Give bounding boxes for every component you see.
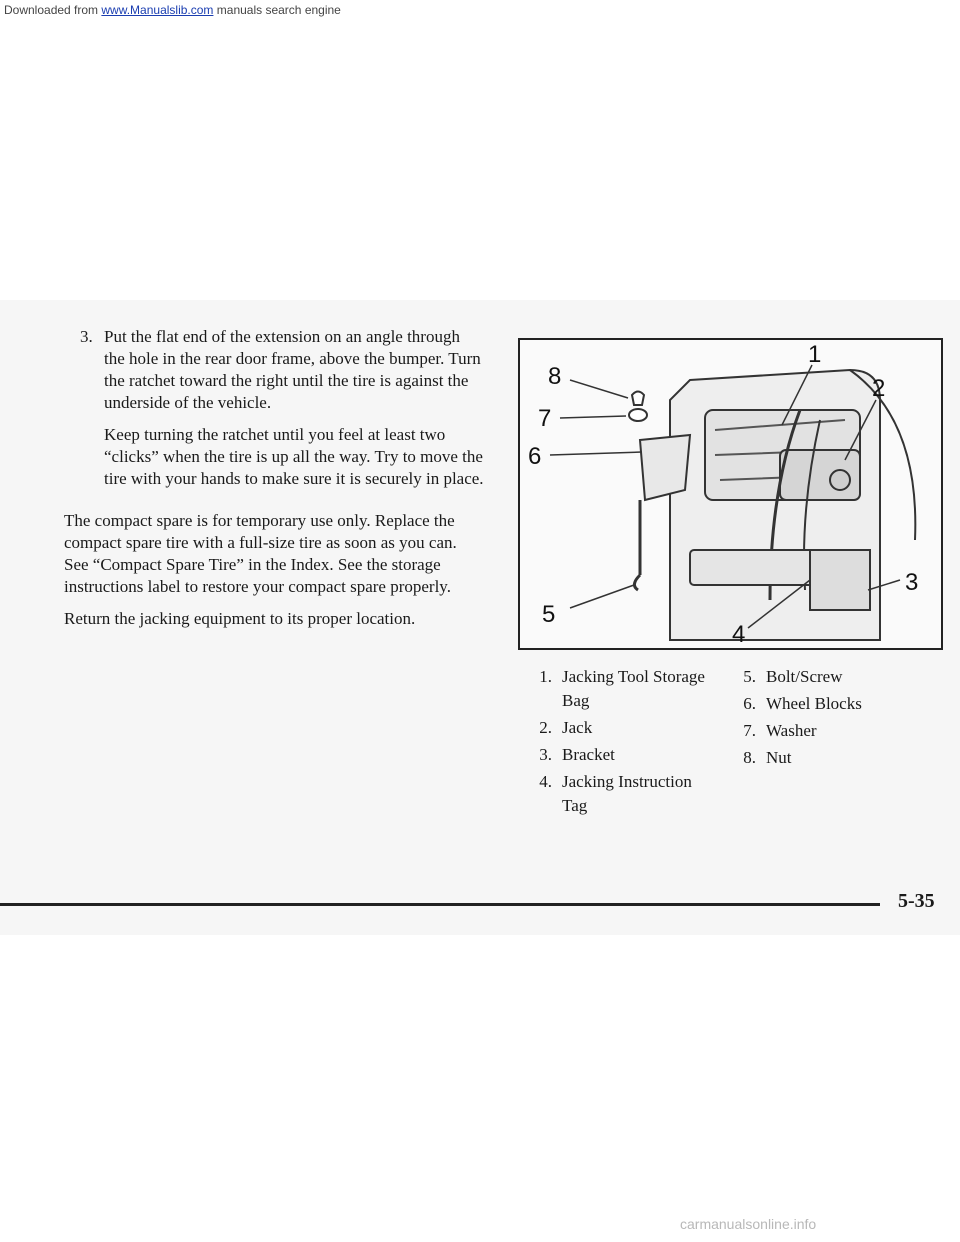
callout-5: 5	[542, 601, 556, 628]
legend-label: Bolt/Screw	[766, 667, 843, 686]
legend-label: Jack	[562, 718, 593, 737]
legend-item	[732, 665, 932, 689]
manualslib-link[interactable]: www.Manualslib.com	[101, 3, 214, 17]
nut-shape	[632, 392, 644, 406]
legend-number: 7.	[743, 721, 756, 740]
legend-number: 2.	[539, 718, 552, 737]
legend-number: 5.	[743, 667, 756, 686]
legend-number: 4.	[539, 772, 552, 791]
step-3	[64, 326, 484, 500]
bolt-hook	[634, 575, 640, 590]
legend-label: Wheel Blocks	[766, 694, 862, 713]
legend-label: Nut	[766, 748, 792, 767]
download-banner	[0, 0, 960, 20]
jacking-equipment-illustration	[518, 338, 943, 650]
callout-7: 7	[538, 405, 552, 432]
banner-prefix: Downloaded from	[4, 3, 102, 17]
legend-item	[528, 665, 718, 713]
legend-item	[528, 716, 718, 740]
step-body	[98, 326, 484, 500]
legend-item	[528, 770, 718, 818]
legend-item	[732, 719, 932, 743]
washer-shape	[629, 409, 647, 421]
legend-label: Bracket	[562, 745, 615, 764]
return-equipment-paragraph: Return the jacking equipment to its proper location.	[64, 609, 416, 628]
legend-number: 6.	[743, 694, 756, 713]
legend-number: 8.	[743, 748, 756, 767]
callout-8: 8	[548, 363, 562, 390]
leader-7	[560, 416, 626, 418]
callout-3: 3	[905, 569, 919, 596]
step-text: Put the flat end of the extension on an angle through the hole in the rear door frame, above the bumper. Turn the ratchet toward the right until the tire is against the underside of the vehicle.	[104, 327, 481, 412]
top-margin	[0, 0, 960, 300]
legend-number: 3.	[539, 745, 552, 764]
watermark: carmanualsonline.info	[680, 1216, 817, 1232]
banner-suffix: manuals search engine	[213, 3, 341, 17]
wheel-blocks-shape	[640, 435, 690, 500]
illustration-svg	[520, 340, 941, 648]
legend-number: 1.	[539, 667, 552, 686]
legend-column-a	[528, 665, 718, 821]
legend-column-b	[732, 665, 932, 773]
leader-5	[570, 585, 634, 608]
legend-item	[732, 746, 932, 770]
legend-label: Jacking Instruction Tag	[562, 772, 692, 815]
legend-label: Jacking Tool Storage Bag	[562, 667, 705, 710]
bracket-shape	[810, 550, 870, 610]
instruction-text	[64, 326, 484, 640]
callout-2: 2	[872, 375, 886, 402]
callout-4: 4	[732, 621, 746, 648]
legend-label: Washer	[766, 721, 817, 740]
step-followup: Keep turning the ratchet until you feel at least two “clicks” when the tire is up all the way. Try to move the tire with your hands to make sure it is securely in place.	[104, 425, 484, 488]
page-number: 5-35	[898, 890, 935, 912]
leader-6	[550, 452, 642, 455]
jack-gear	[830, 470, 850, 490]
legend-item	[528, 743, 718, 767]
legend-item	[732, 692, 932, 716]
footer-rule	[0, 903, 880, 906]
leader-8	[570, 380, 628, 398]
callout-6: 6	[528, 443, 542, 470]
step-number: 3.	[80, 327, 93, 346]
compact-spare-paragraph: The compact spare is for temporary use only. Replace the compact spare tire with a full-size tire as soon as you can. See “Compact Spare Tire” in the Index. See the storage instructions label to restore your compact spare properly.	[64, 511, 457, 596]
bottom-margin	[0, 935, 960, 1242]
callout-1: 1	[808, 341, 822, 368]
